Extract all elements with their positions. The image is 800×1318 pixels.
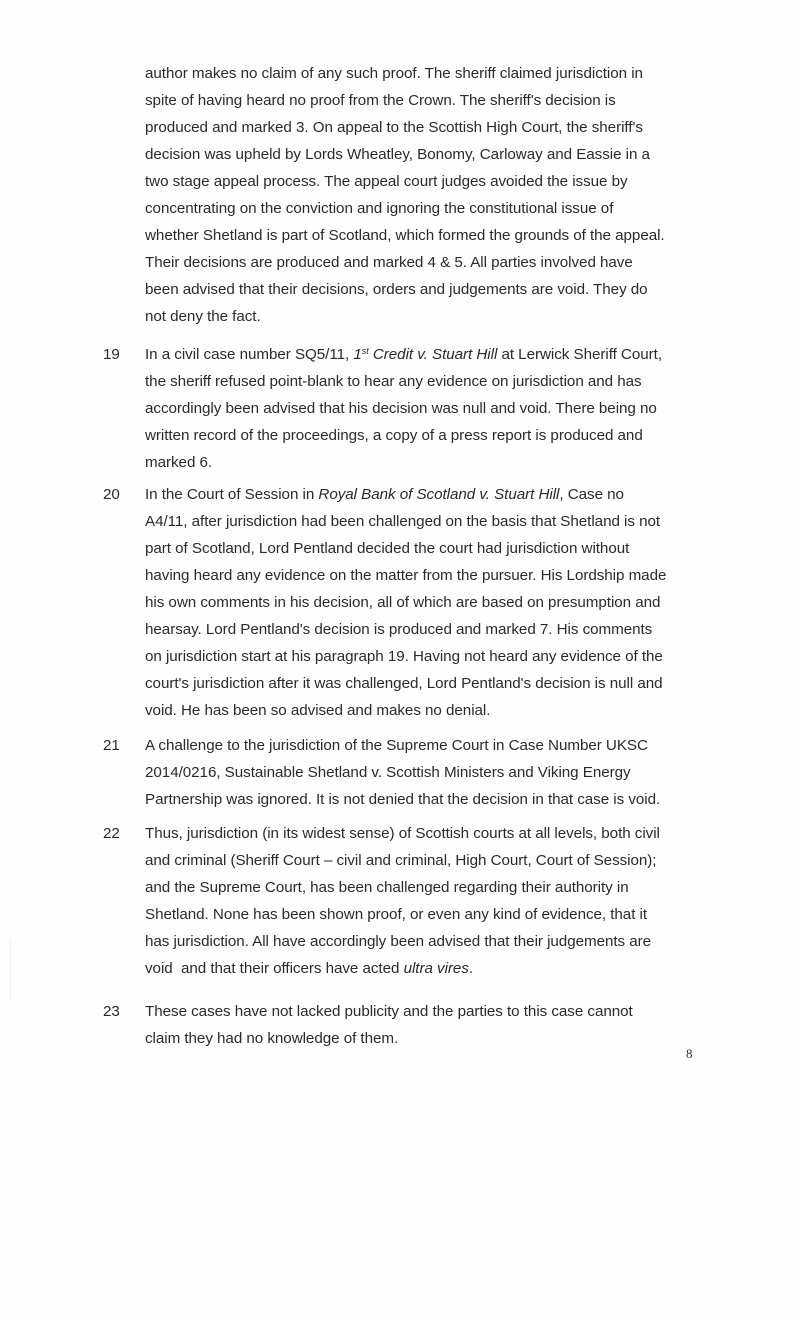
- text-line: on jurisdiction start at his paragraph 19. Having not heard any evidence of the: [145, 648, 663, 665]
- case-name-italic: Royal Bank of Scotland v. Stuart Hill: [318, 486, 560, 503]
- page-number: 8: [686, 1046, 693, 1061]
- text-line: concentrating on the conviction and ignoring the constitutional issue of: [145, 200, 614, 217]
- text-line: 2014/0216, Sustainable Shetland v. Scottish Ministers and Viking Energy: [145, 764, 631, 781]
- text-run: at Lerwick Sheriff Court,: [497, 346, 662, 363]
- text-run: .: [468, 960, 474, 977]
- paragraph-number: 23: [103, 1003, 120, 1020]
- text-line: [145, 481, 705, 508]
- continuation-paragraph: [145, 60, 705, 330]
- text-line: whether Shetland is part of Scotland, which formed the grounds of the appeal.: [145, 227, 665, 244]
- text-line: part of Scotland, Lord Pentland decided the court had jurisdiction without: [145, 540, 630, 557]
- text-line: two stage appeal process. The appeal court judges avoided the issue by: [145, 173, 628, 190]
- text-run: 1: [353, 346, 362, 363]
- text-line: the sheriff refused point-blank to hear any evidence on jurisdiction and has: [145, 373, 642, 390]
- text-line: [145, 955, 705, 982]
- text-line: A challenge to the jurisdiction of the Supreme Court in Case Number UKSC: [145, 737, 648, 754]
- paragraph-19: [103, 341, 705, 476]
- paragraph-20: [103, 481, 705, 724]
- text-line: not deny the fact.: [145, 308, 261, 325]
- text-line: decision was upheld by Lords Wheatley, Bonomy, Carloway and Eassie in a: [145, 146, 650, 163]
- text-line: accordingly been advised that his decision was null and void. There being no: [145, 400, 657, 417]
- text-line: claim they had no knowledge of them.: [145, 1030, 399, 1047]
- text-line: spite of having heard no proof from the Crown. The sheriff's decision is: [145, 92, 616, 109]
- text-line: hearsay. Lord Pentland's decision is produced and marked 7. His comments: [145, 621, 653, 638]
- text-run: void and that their officers have acted: [145, 960, 404, 977]
- text-line: court's jurisdiction after it was challenged, Lord Pentland's decision is null and: [145, 675, 663, 692]
- text-line: A4/11, after jurisdiction had been challenged on the basis that Shetland is not: [145, 513, 661, 530]
- text-run: In a civil case number SQ5/11,: [145, 346, 354, 363]
- text-line: his own comments in his decision, all of which are based on presumption and: [145, 594, 661, 611]
- text-line: These cases have not lacked publicity and the parties to this case cannot: [145, 1003, 633, 1020]
- text-run: In the Court of Session in: [145, 486, 319, 503]
- text-line: written record of the proceedings, a copy of a press report is produced and: [145, 427, 643, 444]
- paragraph-number: 19: [103, 346, 120, 363]
- text-run: Credit v. Stuart Hill: [368, 346, 498, 363]
- text-line: has jurisdiction. All have accordingly been advised that their judgements are: [145, 933, 652, 950]
- text-line: and criminal (Sheriff Court – civil and criminal, High Court, Court of Session);: [145, 852, 657, 869]
- paragraph-number: 22: [103, 825, 120, 842]
- paragraph-21: [103, 732, 705, 813]
- scan-edge-mark: [10, 940, 11, 1000]
- text-line: [145, 341, 705, 368]
- text-line: and the Supreme Court, has been challenged regarding their authority in: [145, 879, 629, 896]
- paragraph-23: [103, 998, 705, 1052]
- paragraph-22: [103, 820, 705, 982]
- case-name-italic: [353, 346, 497, 363]
- paragraph-number: 21: [103, 737, 120, 754]
- text-line: Partnership was ignored. It is not denied that the decision in that case is void.: [145, 791, 661, 808]
- text-line: Their decisions are produced and marked 4 & 5. All parties involved have: [145, 254, 633, 271]
- text-line: having heard any evidence on the matter from the pursuer. His Lordship made: [145, 567, 667, 584]
- text-line: Shetland. None has been shown proof, or even any kind of evidence, that it: [145, 906, 648, 923]
- text-run: , Case no: [559, 486, 624, 503]
- text-line: been advised that their decisions, orders and judgements are void. They do: [145, 281, 648, 298]
- text-line: marked 6.: [145, 454, 213, 471]
- superscript: st: [361, 346, 369, 356]
- text-line: void. He has been so advised and makes no denial.: [145, 702, 491, 719]
- latin-term-italic: ultra vires: [403, 960, 469, 977]
- text-line: produced and marked 3. On appeal to the Scottish High Court, the sheriff's: [145, 119, 643, 136]
- paragraph-number: 20: [103, 486, 120, 503]
- text-line: Thus, jurisdiction (in its widest sense) of Scottish courts at all levels, both civil: [145, 825, 660, 842]
- text-line: author makes no claim of any such proof. The sheriff claimed jurisdiction in: [145, 65, 643, 82]
